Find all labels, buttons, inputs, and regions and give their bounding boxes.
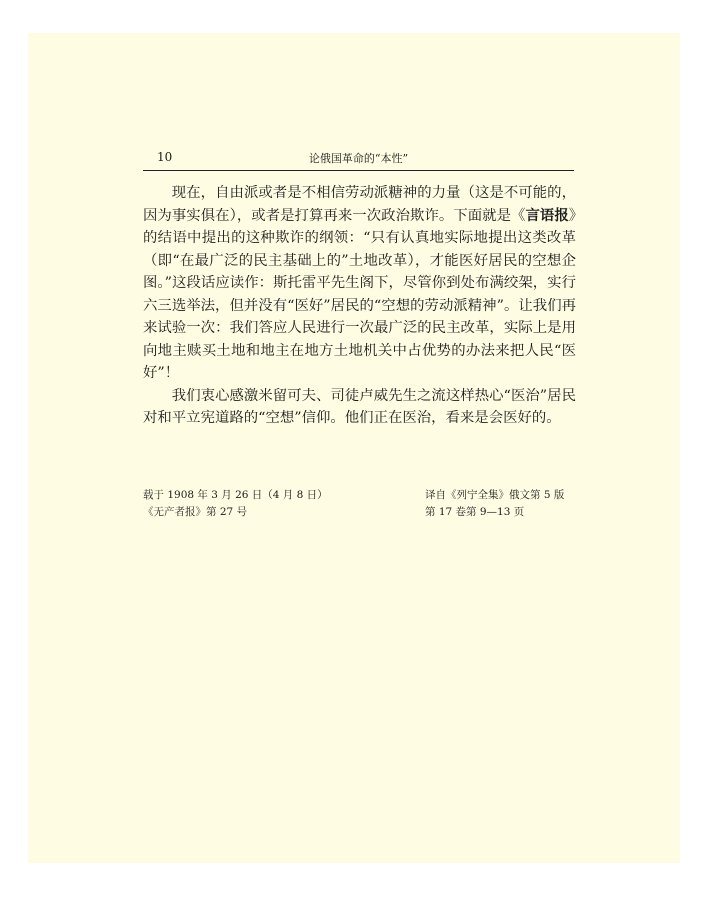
newspaper-name: 言语报 (525, 206, 569, 224)
page-header (143, 148, 574, 171)
translation-note (425, 487, 564, 521)
paragraph-2: 我们衷心感激米留可夫、司徒卢威先生之流这样热心“医治”居民对和平立宪道路的“空想”信仰。他们正在医治，看来是会医好的。 (143, 387, 576, 426)
paragraph-1-text-b: 》的结语中提出的这种欺诈的纲领：“只有认真地实际地提出这类改革（即“在最广泛的民主基础上的”土地改革），才能医好居民的空想企图。”这段话应读作：斯托雷平先生阁下，尽管你到处布满绞架，实行六三选举法，但并没有“医好”居民的“空想的劳动派精神”。让我们再来试验一次：我们答应人民进行一次最广泛的民主改革，实际上是用向地主赎买土地和地主在地方土地机关中占优势的办法来把人民“医好”！ (143, 207, 576, 381)
paragraph-1-text-a: 现在，自由派或者是不相信劳动派糖神的力量（这是不可能的，因为事实俱在），或者是打算再来一次政治欺诈。下面就是《 (143, 185, 576, 224)
publication-date: 载于 1908 年 3 月 26 日（4 月 8 日） (143, 489, 328, 501)
paragraph-1 (143, 182, 576, 385)
publication-note (143, 487, 328, 521)
translation-pages: 第 17 卷第 9—13 页 (425, 506, 525, 518)
publication-source: 《无产者报》第 27 号 (143, 506, 248, 518)
running-title: 论俄国革命的“本性” (308, 152, 409, 165)
article-body (143, 182, 576, 430)
page-number: 10 (157, 150, 173, 164)
translation-source: 译自《列宁全集》俄文第 5 版 (425, 489, 565, 501)
